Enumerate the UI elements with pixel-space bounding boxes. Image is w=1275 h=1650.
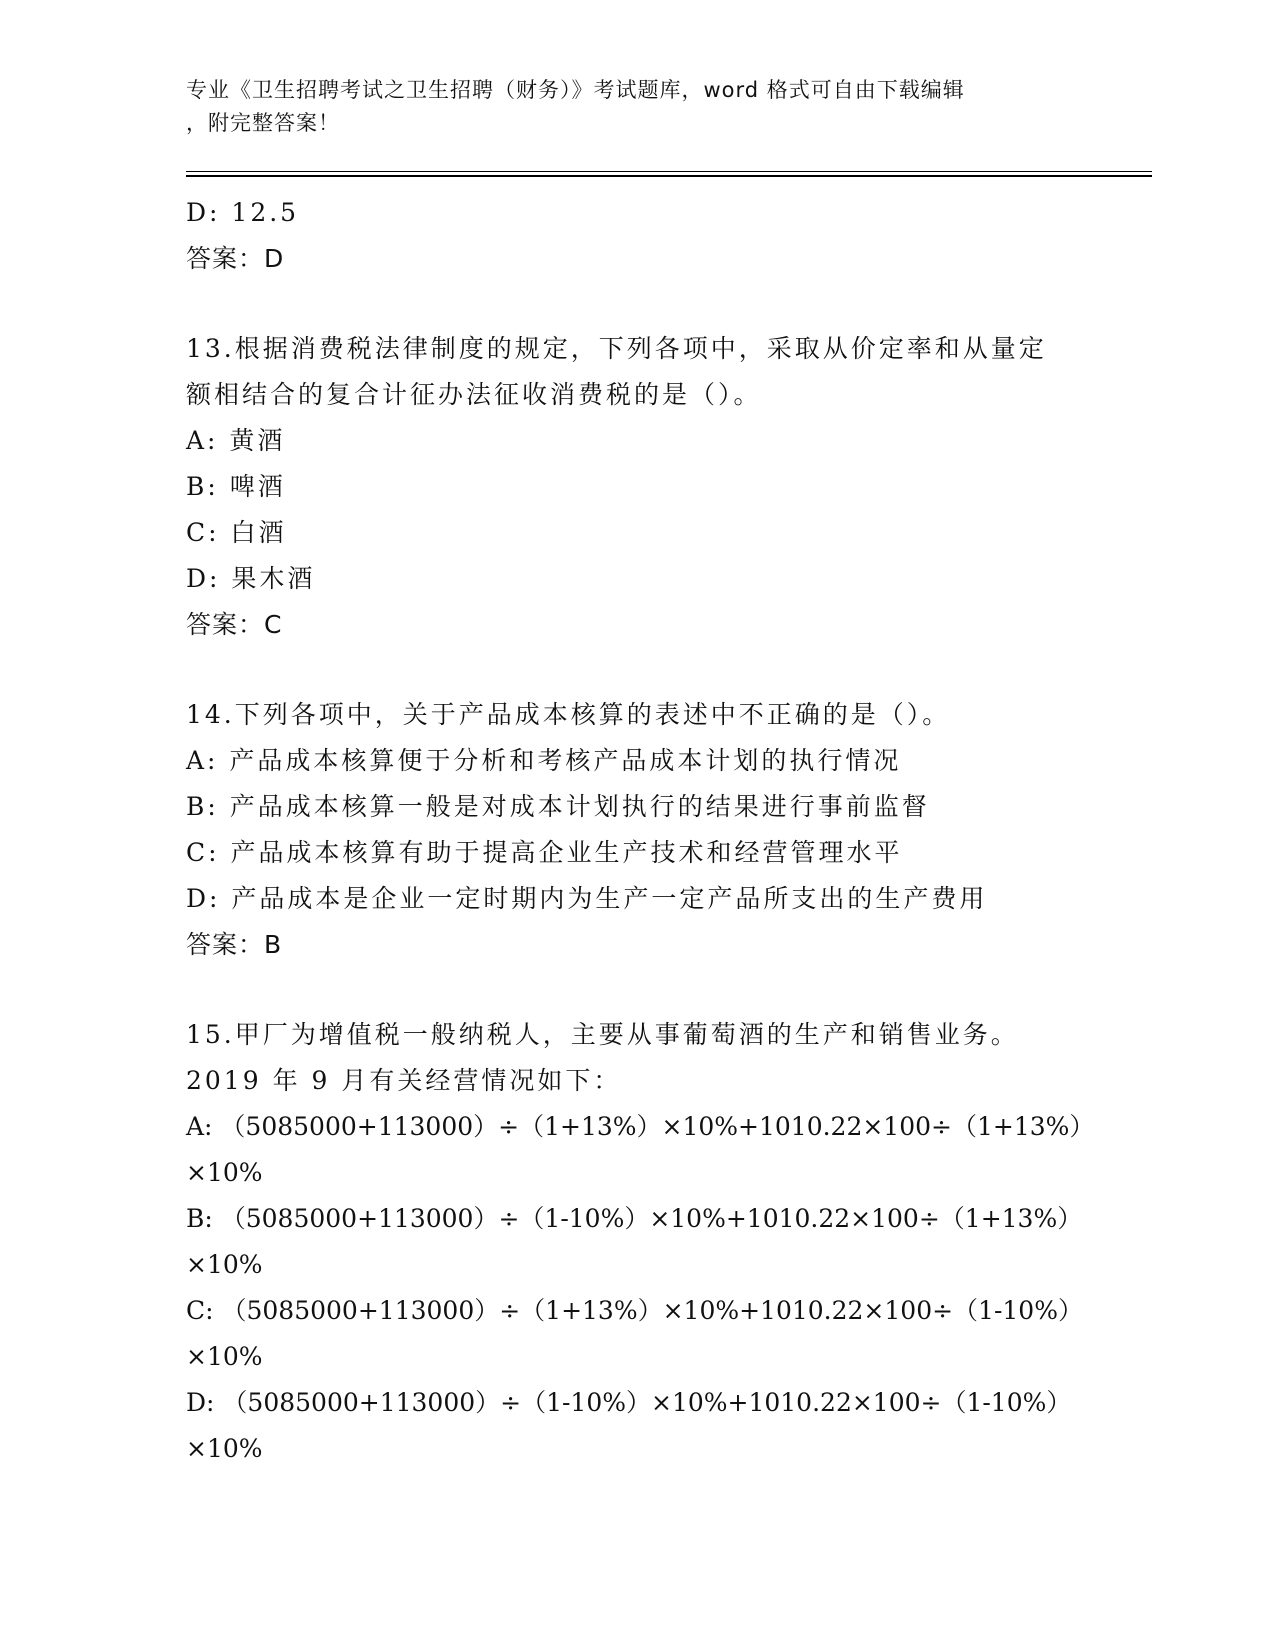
q13-option-b: B: 啤酒 — [186, 472, 286, 501]
q15-option-a-line-2: ×10% — [186, 1158, 263, 1187]
q13-stem-line-2: 额相结合的复合计征办法征收消费税的是（）。 — [186, 380, 762, 409]
q14-option-c: C: 产品成本核算有助于提高企业生产技术和经营管理水平 — [186, 838, 903, 867]
header-divider-thick — [186, 175, 1152, 177]
q14-option-a: A: 产品成本核算便于分析和考核产品成本计划的执行情况 — [186, 746, 902, 775]
q14-option-d: D: 产品成本是企业一定时期内为生产一定产品所支出的生产费用 — [186, 884, 988, 913]
question-gap — [186, 648, 1086, 692]
document-body — [186, 190, 1095, 1472]
q15-stem-line-2: 2019 年 9 月有关经营情况如下： — [186, 1066, 622, 1095]
q15-stem-line-1: 15.甲厂为增值税一般纳税人，主要从事葡萄酒的生产和销售业务。 — [186, 1020, 1019, 1049]
q15-option-b-line-1: B: （5085000+113000）÷（1-10%）×10%+1010.22×100÷（1+13%） — [186, 1204, 1083, 1233]
q13-option-d: D: 果木酒 — [186, 564, 316, 593]
q15-option-a-line-1: A: （5085000+113000）÷（1+13%）×10%+1010.22×100÷（1+13%） — [186, 1112, 1095, 1141]
header-line-1: 专业《卫生招聘考试之卫生招聘（财务）》考试题库，word 格式可自由下载编辑 — [186, 78, 965, 102]
question-gap — [186, 968, 1086, 1012]
q15-option-b-line-2: ×10% — [186, 1250, 263, 1279]
q13-option-a: A: 黄酒 — [186, 426, 286, 455]
question-gap — [186, 282, 1086, 326]
q12-option-d: D: 12.5 — [186, 198, 300, 227]
q13-answer: 答案：C — [186, 610, 283, 639]
document-header — [186, 74, 1086, 140]
q13-stem-line-1: 13.根据消费税法律制度的规定，下列各项中，采取从价定率和从量定 — [186, 334, 1047, 363]
q15-option-d-line-1: D: （5085000+113000）÷（1-10%）×10%+1010.22×100÷（1-10%） — [186, 1388, 1072, 1417]
header-divider-thin — [186, 171, 1152, 172]
q13-option-c: C: 白酒 — [186, 518, 287, 547]
q15-option-c-line-2: ×10% — [186, 1342, 263, 1371]
q15-option-c-line-1: C: （5085000+113000）÷（1+13%）×10%+1010.22×100÷（1-10%） — [186, 1296, 1083, 1325]
q14-stem: 14.下列各项中，关于产品成本核算的表述中不正确的是（）。 — [186, 700, 951, 729]
header-line-2: ，附完整答案！ — [186, 111, 340, 135]
q15-option-d-line-2: ×10% — [186, 1434, 263, 1463]
q12-answer: 答案：D — [186, 244, 285, 273]
q14-option-b: B: 产品成本核算一般是对成本计划执行的结果进行事前监督 — [186, 792, 930, 821]
q14-answer: 答案：B — [186, 930, 283, 959]
